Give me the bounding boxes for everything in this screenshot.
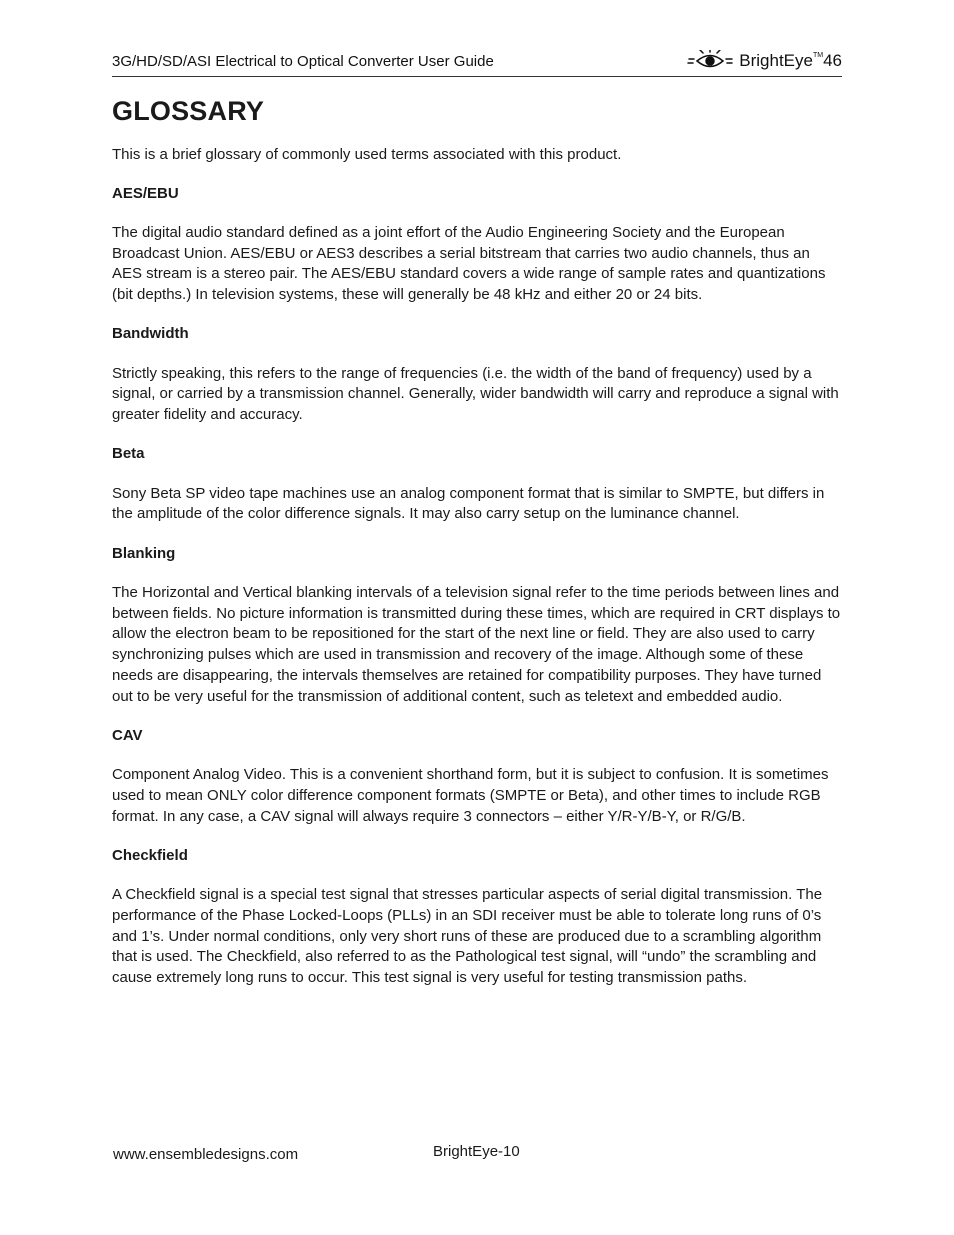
term-cav: CAV bbox=[112, 726, 143, 744]
definition-beta: Sony Beta SP video tape machines use an analog component format that is similar to SMPTE, but differs in the amplitude of the color difference signals. It may also carry setup on the luminance channel. bbox=[112, 484, 825, 523]
term-checkfield: Checkfield bbox=[112, 846, 188, 864]
term-aes-ebu: AES/EBU bbox=[112, 184, 179, 202]
definition-aes-ebu: The digital audio standard defined as a joint effort of the Audio Engineering Society and the European Broadcast Union. AES/EBU or AES3 describes a serial bitstream that carries two audio channels, thus an AES stream is a stereo pair. The AES/EBU standard covers a wide range of sample rates and quantizations (bit depths.) In television systems, these will generally be 48 kHz and either 20 or 24 bits. bbox=[112, 224, 826, 304]
brand-model: 46 bbox=[823, 51, 842, 70]
page-header bbox=[112, 50, 842, 77]
page-title: GLOSSARY bbox=[112, 96, 265, 126]
term-bandwidth: Bandwidth bbox=[112, 325, 189, 343]
definition-checkfield: A Checkfield signal is a special test signal that stresses particular aspects of serial digital transmission. The performance of the Phase Locked-Loops (PLLs) in an SDI receiver must be able to tolerate long runs of 0’s and 1’s. Under normal conditions, only very short runs of these are produced due to a scrambling algorithm that is used. The Checkfield, also referred to as the Pathological test signal, will “undo” the scrambling and cause extremely long runs to occur. This test signal is very useful for testing transmission paths. bbox=[112, 886, 823, 986]
definition-bandwidth: Strictly speaking, this refers to the range of frequencies (i.e. the width of the band of frequency) used by a signal, or carried by a transmission channel. Generally, wider bandwidth will carry and reproduce a signal with greater fidelity and accuracy. bbox=[112, 364, 839, 424]
brand-trademark: TM bbox=[812, 51, 824, 59]
definition-cav: Component Analog Video. This is a convenient shorthand form, but it is subject to confusion. It is sometimes used to mean ONLY color difference component formats (SMPTE or Beta), and other times to include RGB format. In any case, a CAV signal will always require 3 connectors – either Y/R-Y/B-Y, or R/G/B. bbox=[112, 766, 829, 825]
brighteye-logo bbox=[687, 50, 842, 72]
brand-name: BrightEye bbox=[739, 51, 813, 70]
document-title: 3G/HD/SD/ASI Electrical to Optical Converter User Guide bbox=[112, 53, 494, 70]
glossary-content bbox=[112, 145, 842, 1007]
intro-text: This is a brief glossary of commonly used terms associated with this product. bbox=[112, 146, 622, 163]
term-blanking: Blanking bbox=[112, 544, 176, 562]
footer-website-link[interactable]: www.ensembledesigns.com bbox=[113, 1146, 299, 1163]
brighteye-eye-icon bbox=[687, 50, 733, 72]
definition-blanking: The Horizontal and Vertical blanking intervals of a television signal refer to the time periods between lines and between fields. No picture information is transmitted during these times, which are required in CRT displays to allow the electron beam to be repositioned for the start of the next line or field. They are also used to carry synchronizing pulses which are used in transmission and recovery of the image. Although some of these needs are disappearing, the intervals themselves are retained for compatibility purposes. They have turned out to be very useful for the transmission of additional content, such as teletext and embedded audio. bbox=[112, 584, 841, 705]
page-number: BrightEye-10 bbox=[433, 1143, 520, 1160]
term-beta: Beta bbox=[112, 445, 145, 463]
